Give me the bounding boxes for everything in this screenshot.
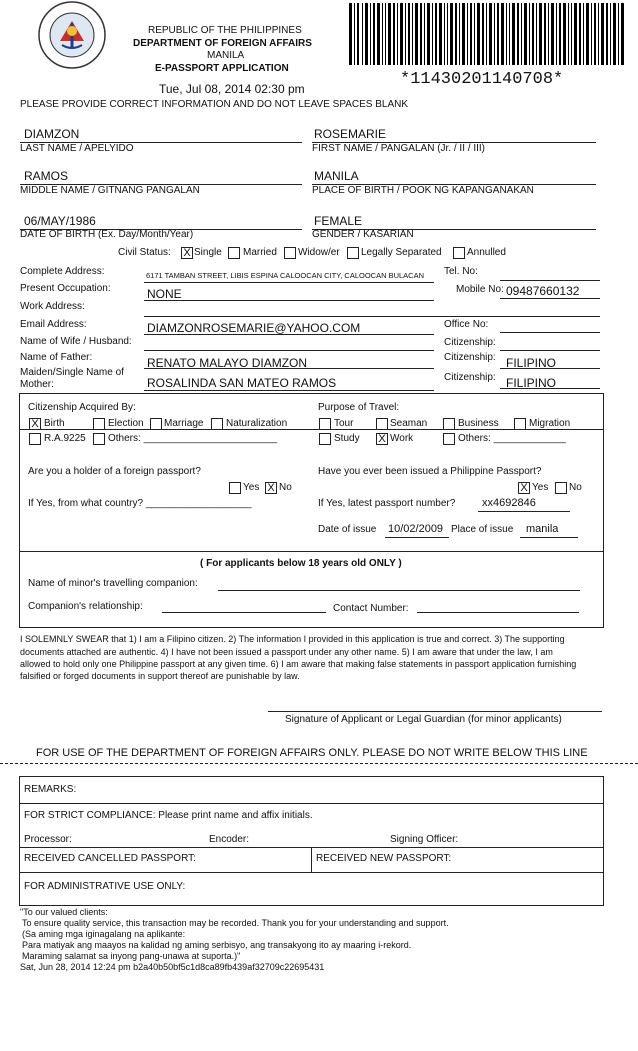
signature-label: Signature of Applicant or Legal Guardian (for minor applicants)	[285, 714, 562, 725]
footer-line-4: Para matiyak ang maayos na kalidad ng aming serbisyo, ang transakyong ito ay maaring i-rekord.	[22, 940, 412, 950]
migration-checkbox[interactable]	[514, 418, 526, 430]
mother-label-1: Maiden/Single Name of	[20, 367, 124, 378]
spouse-citizenship-label: Citizenship:	[444, 337, 496, 348]
ra9225-label: R.A.9225	[44, 433, 86, 444]
first-name-label: FIRST NAME / PANGALAN (Jr. / II / III)	[312, 143, 485, 154]
civil-annulled-checkbox[interactable]	[453, 247, 465, 259]
foreign-yes-label: Yes	[243, 482, 260, 493]
civil-separated-label: Legally Separated	[361, 247, 442, 258]
office-no-label: Office No:	[444, 319, 489, 330]
barcode-number: *11430201140708*	[400, 70, 564, 89]
civil-status-label: Civil Status:	[118, 247, 171, 258]
citizenship-acquired-title: Citizenship Acquired By:	[28, 402, 136, 413]
foreign-no-label: No	[279, 482, 292, 493]
tour-label: Tour	[334, 418, 354, 429]
work-label: Work	[390, 433, 414, 444]
occupation-value: NONE	[147, 287, 182, 301]
email-value: DIAMZONROSEMARIE@YAHOO.COM	[147, 321, 361, 335]
mobile-label: Mobile No:	[456, 284, 504, 295]
ph-no-label: No	[569, 482, 582, 493]
dob-value: 06/MAY/1986	[24, 214, 96, 228]
election-checkbox[interactable]	[93, 418, 105, 430]
naturalization-label: Naturalization	[226, 418, 288, 429]
remarks-label: REMARKS:	[24, 784, 77, 795]
business-label: Business	[458, 418, 499, 429]
citizenship-others-checkbox[interactable]	[93, 433, 105, 445]
occupation-label: Present Occupation:	[20, 283, 111, 294]
dfa-only-notice: FOR USE OF THE DEPARTMENT OF FOREIGN AFFAIRS ONLY. PLEASE DO NOT WRITE BELOW THIS LINE	[36, 747, 588, 759]
mother-citizenship-value: FILIPINO	[506, 376, 557, 390]
latest-passport-value: xx4692846	[482, 497, 536, 509]
footer-line-5: Maraming salamat sa inyong pang-unawa at suporta.)"	[22, 951, 241, 961]
citizenship-others-label: Others: ________________________	[108, 433, 278, 444]
mobile-value: 09487660132	[506, 284, 580, 298]
tel-label: Tel. No:	[444, 266, 478, 277]
cut-line	[0, 763, 638, 764]
dfa-seal	[38, 1, 106, 69]
civil-single-label: Single	[194, 247, 222, 258]
signing-officer-label: Signing Officer:	[390, 834, 459, 845]
email-label: Email Address:	[20, 319, 87, 330]
issue-place-value: manila	[526, 523, 559, 535]
header-dfa: DEPARTMENT OF FOREIGN AFFAIRS	[133, 38, 312, 49]
companion-name-label: Name of minor's travelling companion:	[28, 578, 198, 589]
header-epassport: E-PASSPORT APPLICATION	[155, 63, 289, 74]
work-address-label: Work Address:	[20, 301, 85, 312]
father-citizenship-label: Citizenship:	[444, 352, 496, 363]
naturalization-checkbox[interactable]	[211, 418, 223, 430]
issue-place-label: Place of issue	[451, 524, 514, 535]
civil-married-checkbox[interactable]	[228, 247, 240, 259]
ph-passport-question: Have you ever been issued a Philippine Passport?	[318, 466, 542, 477]
purpose-others-label: Others: _____________	[458, 433, 566, 444]
civil-annulled-label: Annulled	[467, 247, 506, 258]
civil-single-checkbox[interactable]: X	[181, 247, 193, 259]
spouse-label: Name of Wife / Husband:	[20, 336, 132, 347]
place-of-birth-value: MANILA	[314, 169, 359, 183]
foreign-no-checkbox[interactable]: X	[265, 482, 277, 494]
civil-widow-checkbox[interactable]	[284, 247, 296, 259]
marriage-label: Marriage	[164, 418, 204, 429]
father-citizenship-value: FILIPINO	[506, 356, 557, 370]
mother-citizenship-label: Citizenship:	[444, 372, 496, 383]
oath-line-3: allowed to hold only one Philippine passport at any given time. 6) I am aware that making false statements in passport application furnishing	[20, 659, 577, 669]
oath-line-4: falsified or forged documents in support thereof are punishable by law.	[20, 671, 300, 681]
birth-checkbox[interactable]: X	[29, 418, 41, 430]
purpose-others-checkbox[interactable]	[443, 433, 455, 445]
seaman-label: Seaman	[390, 418, 428, 429]
received-new-label: RECEIVED NEW PASSPORT:	[316, 853, 452, 864]
footer-line-2: To ensure quality service, this transaction may be recorded. Thank you for your understanding and support.	[22, 918, 449, 928]
foreign-yes-checkbox[interactable]	[229, 482, 241, 494]
middle-name-value: RAMOS	[24, 169, 69, 183]
oath-line-2: documents attached are authentic. 4) I have not been issued a passport under any other name. 5) I am aware that under the law, I am	[20, 647, 553, 657]
marriage-checkbox[interactable]	[150, 418, 162, 430]
mother-label-2: Mother:	[20, 379, 54, 390]
contact-number-label: Contact Number:	[333, 603, 409, 614]
study-checkbox[interactable]	[319, 433, 331, 445]
purpose-title: Purpose of Travel:	[318, 402, 400, 413]
civil-married-label: Married	[243, 247, 277, 258]
address-label: Complete Address:	[20, 266, 105, 277]
gender-label: GENDER / KASARIAN	[312, 229, 414, 240]
processor-label: Processor:	[24, 834, 72, 845]
father-value: RENATO MALAYO DIAMZON	[147, 356, 308, 370]
barcode	[349, 3, 625, 65]
seaman-checkbox[interactable]	[376, 418, 388, 430]
issue-date-label: Date of issue	[318, 524, 377, 535]
mother-value: ROSALINDA SAN MATEO RAMOS	[147, 376, 337, 390]
companion-relationship-label: Companion's relationship:	[28, 601, 143, 612]
birth-label: Birth	[44, 418, 65, 429]
footer-line-1: "To our valued clients:	[20, 907, 108, 917]
ph-no-checkbox[interactable]	[555, 482, 567, 494]
oath-line-1: I SOLEMNLY SWEAR that 1) I am a Filipino citizen. 2) The information I provided in this application is true and correct. 3) The supporting	[20, 634, 565, 644]
study-label: Study	[334, 433, 360, 444]
header-timestamp: Tue, Jul 08, 2014 02:30 pm	[159, 82, 305, 96]
civil-separated-checkbox[interactable]	[347, 247, 359, 259]
address-value: 6171 TAMBAN STREET, LIBIS ESPINA CALOOCAN CITY, CALOOCAN BULACAN	[146, 271, 425, 280]
compliance-label: FOR STRICT COMPLIANCE: Please print name and affix initials.	[24, 810, 313, 821]
encoder-label: Encoder:	[209, 834, 250, 845]
footer-line-6: Sat, Jun 28, 2014 12:24 pm b2a40b50bf5c1d8ca89fb439af32709c22695431	[20, 962, 325, 972]
work-checkbox[interactable]: X	[376, 433, 388, 445]
admin-use-label: FOR ADMINISTRATIVE USE ONLY:	[24, 881, 186, 892]
gender-value: FEMALE	[314, 214, 363, 228]
minor-title: ( For applicants below 18 years old ONLY )	[200, 558, 402, 569]
footer-line-3: (Sa aming mga iginagalang na aplikante:	[22, 929, 186, 939]
tour-checkbox[interactable]	[319, 418, 331, 430]
business-checkbox[interactable]	[443, 418, 455, 430]
header-republic: REPUBLIC OF THE PHILIPPINES	[148, 25, 302, 36]
first-name-value: ROSEMARIE	[314, 127, 387, 141]
place-of-birth-label: PLACE OF BIRTH / POOK NG KAPANGANAKAN	[312, 185, 534, 196]
ra9225-checkbox[interactable]	[29, 433, 41, 445]
dob-label: DATE OF BIRTH (Ex. Day/Month/Year)	[20, 229, 194, 240]
middle-name-label: MIDDLE NAME / GITNANG PANGALAN	[20, 185, 200, 196]
last-name-label: LAST NAME / APELYIDO	[20, 143, 134, 154]
father-label: Name of Father:	[20, 352, 93, 363]
latest-passport-label: If Yes, latest passport number?	[318, 498, 456, 509]
instruction: PLEASE PROVIDE CORRECT INFORMATION AND DO NOT LEAVE SPACES BLANK	[20, 99, 409, 110]
foreign-country-question: If Yes, from what country? ___________________	[28, 498, 252, 509]
issue-date-value: 10/02/2009	[388, 523, 444, 535]
received-cancelled-label: RECEIVED CANCELLED PASSPORT:	[24, 853, 196, 864]
header-manila: MANILA	[207, 50, 245, 61]
last-name-value: DIAMZON	[24, 127, 80, 141]
ph-yes-checkbox[interactable]: X	[518, 482, 530, 494]
ph-yes-label: Yes	[532, 482, 549, 493]
foreign-passport-question: Are you a holder of a foreign passport?	[28, 466, 201, 477]
election-label: Election	[108, 418, 144, 429]
civil-widow-label: Widow/er	[298, 247, 340, 258]
migration-label: Migration	[529, 418, 571, 429]
